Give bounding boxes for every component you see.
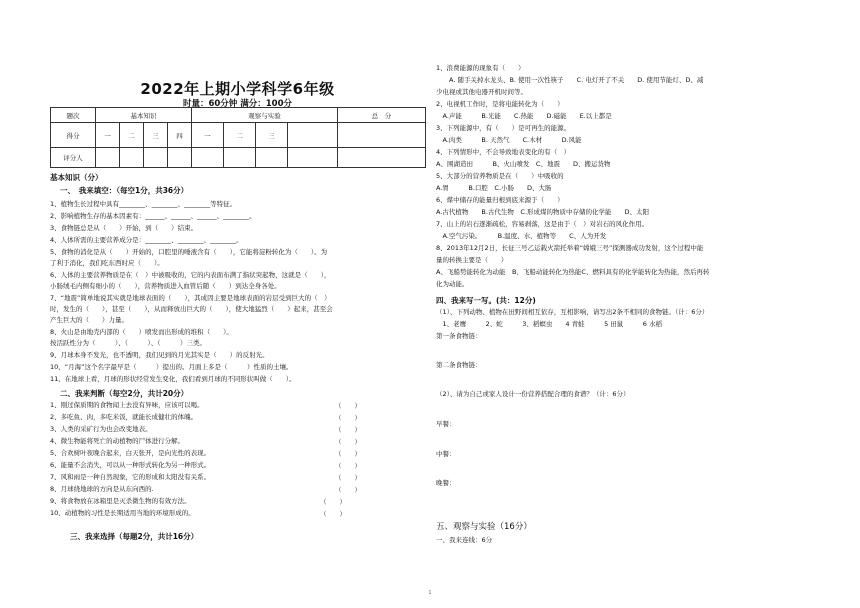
choice-options-3: A.肉类 B. 天然气 C.木材 D.风能 [436,136,582,144]
score-table [50,107,426,168]
grader-cell [256,148,288,168]
choice-options-6: A.古代植物 B.古代生物 C.形成煤的物质中存储的化学能 D、太阳 [436,208,650,216]
write-question-2: （2）、请为自己或家人设计一份营养搭配合理的食谱？（计：6分） [436,390,630,398]
choice-question-1: 1、浪费能源的现象有（ ） [436,64,525,72]
food-chain-1-label: 第一条食物链： [436,332,482,340]
fill-question-7-cont2: 产生巨大的（ ）力量。 [50,316,128,324]
score-header-experiment: 观察与实验 [192,108,338,123]
grader-cell [144,148,168,168]
judge-answer-1[interactable]: （ ） [335,402,361,410]
fill-question-7-cont: 时，发生的（ ），甚至（ ），从而释放出巨大的（ ），使大地猛烈（ ）起来，甚至会 [50,305,333,313]
fill-question-5-cont: 了利于消化，我们吃东西时应（ ）。 [50,259,164,267]
judge-answer-7[interactable]: （ ） [335,474,361,482]
fill-question-8: 8、火山是由地壳内部的（ ）喷发而出形成的堆积（ ）。 [50,328,233,336]
write-question-1-options: 1、老鹰 2、蛇 3、稻螟虫 4 青蛙 5 田鼠 6 水稻 [436,320,663,328]
grader-cell [168,148,192,168]
choice-question-7: 7、山上的岩石逐渐疏松，容易剥落，这是由于（ ）对岩石的风化作用。 [436,220,649,228]
part1-heading: 一、 我来填空：（每空1分，共36分） [60,186,189,195]
dinner-label: 晚餐： [436,479,456,487]
judge-item-2: 2、多吃鱼、肉，多吃米饭，就能长成健壮的体魄。 [50,413,198,421]
choice-options-4: A、围湖造田 B、火山喷发 C、地震 D、搬运货物 [436,160,611,168]
fill-question-7: 7、“地震”简单地说其实就是地球表面的（ ），其成因主要是地球表面的岩层受到巨大的（ ） [50,294,331,302]
judge-item-7: 7、风和雨是一种自然现象，它的形成和太阳没有关系。 [50,473,211,481]
judge-item-3: 3、人类的采矿行为也会改变地表。 [50,425,152,433]
judge-item-10: 10、动植物的习性是长期适用当地的环境形成的。 [50,509,195,517]
page-title: 2022年上期小学科学6年级 [140,80,335,98]
page-number: 1 [428,590,432,596]
choice-options-1-cont: 少电视或其他电器开机时间等。 [436,88,527,96]
choice-question-5: 5、大部分的营养物质是在（ ）中吸收的 [436,172,564,180]
choice-options-8-cont: 化为动能。 [436,280,469,288]
fill-question-6: 6、人体的主要营养物质是在（ ）中被吸收的，它的内表面布满了指状突起物，这就是（ ）， [50,271,331,279]
grader-cell [224,148,256,168]
grader-cell [120,148,144,168]
choice-options-8: A、飞船势能转化为动能 B、飞船动能转化为热能C、燃料具有的化学能转化为热能，然后再转 [436,268,710,276]
score-cell: 三 [144,123,168,148]
score-header-item: 题次 [51,108,96,123]
score-cell: 四 [168,123,192,148]
judge-item-9: 9、将食物放在冰箱里是灭杀微生物的有效方法。 [50,497,191,505]
fill-question-5: 5、食物的消化是从（ ）开始的，口腔里的唾液含有（ ），它能将淀粉转化为（ ）。为 [50,248,328,256]
choice-question-8: 8、2013年12月2日，长征三号乙运载火箭托举着“嫦娥三号”探测器成功发射，这个过程中能 [436,244,704,252]
judge-item-1: 1、刚过保质期的食物闻上去没有异味，应该可以喝。 [50,401,204,409]
judge-item-4: 4、微生物能将死亡的动植物的尸体进行分解。 [50,437,185,445]
score-cell: 二 [120,123,144,148]
judge-answer-8[interactable]: （ ） [335,486,361,494]
part5-heading: 五、观察与实验（16分） [436,522,532,532]
score-cell: 二 [224,123,256,148]
choice-question-6: 6、煤中储存的能量归根到底来源于（ ） [436,196,564,204]
part2-heading: 二、我来判断（每空2分，共计20分） [60,389,189,398]
choice-options-7: A.空气污染。 B.温度、水、植物等 C、人为开发 [436,232,607,240]
grader-cell [338,148,426,168]
part3-heading: 三、我来选择（每题2分，共计16分） [70,532,199,541]
score-header-total: 总 分 [338,108,426,123]
choice-question-4: 4、下列情形中，不会导致地表变化的有（ ） [436,148,571,156]
choice-options-1: A. 随手关掉水龙头、B. 使用一次性筷子 C. 电灯开了不关 D. 使用节能灯、D、减 [436,76,704,84]
score-header-basic: 基本知识 [96,108,192,123]
judge-answer-5[interactable]: （ ） [335,450,361,458]
choice-question-8-cont: 量的转换主要是（ ） [436,256,508,264]
score-cell: 一 [192,123,224,148]
fill-question-11: 11、在地球上看，月球的形状经常发生变化，我们看到月球的不同形状叫做（ ）。 [50,375,296,383]
fill-question-10: 10、“月海”这个名字最早是（ ）提出的。月面上多是（ ）性质的土壤。 [50,363,293,371]
part4-heading: 四、我来写一写。(共：12分) [436,296,536,305]
choice-options-5: A.胃 B.口腔 C.小肠 D、大肠 [436,184,552,192]
fill-question-4: 4、人体所需的主要营养成分是：________、________、________。 [50,236,243,244]
score-cell-empty [288,123,338,148]
judge-item-8: 8、月球绕地球的方向是从东向西的. [50,485,154,493]
judge-item-5: 5、合欢树叶夜晚合起来，白天张开，是向光性的表现。 [50,449,211,457]
judge-answer-2[interactable]: （ ） [335,414,361,422]
score-cell-total [338,123,426,148]
choice-question-3: 3、下列能源中，有（ ）是可再生的能源。 [436,124,571,132]
fill-question-1: 1、植物生长过程中具有________、________、________等特征。 [50,200,237,208]
score-cell: 一 [96,123,120,148]
fill-question-3: 3、食物链总是从（ ）开始，到（ ）结束。 [50,224,198,232]
judge-answer-6[interactable]: （ ） [335,462,361,470]
grader-cell [96,148,120,168]
score-row-label: 得分 [51,123,96,148]
grader-label: 评分人 [51,148,96,168]
judge-item-6: 6、能量不会消失，可以从一种形式转化为另一种形式。 [50,461,211,469]
exam-meta: 时量：60分钟 满分：100分 [182,99,293,109]
food-chain-2-label: 第二条食物链： [436,361,482,369]
grader-cell [288,148,338,168]
fill-question-9: 9、月球本身不发光，也不透明，我们见到的月光其实是（ ）的反射光。 [50,351,269,359]
breakfast-label: 早餐： [436,420,456,428]
grader-cell [192,148,224,168]
part5-subheading: 一、我来连线：6分 [436,536,493,544]
fill-question-8-cont: 按活跃性分为（ ）、（ ）、（ ）三类。 [50,339,206,347]
lunch-label: 中餐： [436,450,456,458]
fill-question-6-cont: 小肠绒毛内侧有细小的（ ），营养物质进入血管后随（ ）到达全身各处。 [50,282,281,290]
section-basic-knowledge: 基本知识（分） [50,173,103,182]
judge-answer-3[interactable]: （ ） [335,426,361,434]
choice-question-2: 2、电视机工作时，是将电能转化为（ ） [436,100,564,108]
choice-options-2: A.声能 B.光能 C.热能 D.磁能 E.以上都是 [436,112,612,120]
write-question-1: （1）、下列动物、植物在田野间相互依存，互相影响，请写出2条不相同的食物链。（计：6分） [436,308,709,316]
fill-question-2: 2、影响植物生存的基本因素有：______、______、______、________。 [50,212,256,220]
score-cell: 三 [256,123,288,148]
judge-answer-10[interactable]: （ ） [320,510,346,518]
judge-answer-9[interactable]: （ ） [320,498,346,506]
judge-answer-4[interactable]: （ ） [335,438,361,446]
